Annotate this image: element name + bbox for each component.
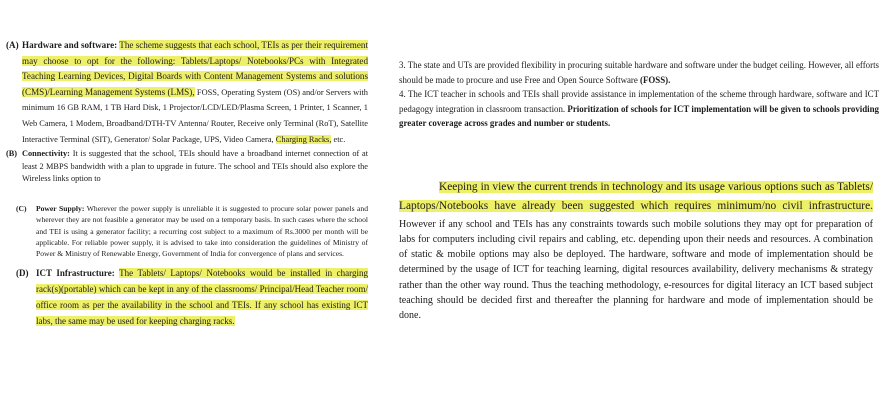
point-3	[399, 58, 879, 87]
section-tag: (D)	[16, 268, 29, 279]
section-heading: Hardware and software:	[22, 40, 118, 50]
section-tag: (A)	[6, 40, 19, 50]
section-heading: Connectivity:	[22, 149, 70, 159]
point-4	[399, 87, 879, 131]
section-heading: ICT Infrastructure:	[36, 268, 115, 279]
section-ict-infrastructure	[6, 266, 368, 329]
body-text: FOSS, Operating System (OS) and/or Servers with minimum 16 GB RAM, 1 TB Hard Disk, 1 Projector/LCD/LED/Plasma Screen, 1 Printer, 1 Scanner, 1 Web Camera, 1 Modem, Broadband/DTH-TV Antenna/ Router, Receive only Terminal (RoT), Satellite Interactive Terminal (SIT), Generator/ Solar Package, UPS, Video Camera,	[22, 87, 368, 144]
section-hardware-software	[6, 38, 368, 147]
body-text: However if any school and TEIs has any constraints towards such mobile solutions they may opt for preparation of labs for computers including civil repairs and cabling, etc. depending upon their needs and resources. A combination of static & mobile options may also be deployed. The hardware, software and mode of implementation should be determined by the usage of ICT for teaching learning, digital resources availability, delivery mechanisms & strategy rather than the other way round. Thus the teaching methodology, e-resources for digital literacy an ICT based subject teaching should be decided first and thereafter the planning for hardware and mode of implementation should be done.	[399, 218, 873, 322]
section-tag: (C)	[16, 203, 27, 213]
body-text: etc.	[333, 134, 346, 144]
body-text: It is suggested that the school, TEIs should have a broadband internet connection of at least 2 MBPS bandwidth with a plan to upgrade in future. The school and TEIs should also explore the Wireless links option to	[22, 149, 368, 184]
highlighted-text: Charging Racks,	[275, 134, 332, 144]
section-tag: (B)	[6, 149, 18, 159]
right-column-points	[399, 58, 879, 131]
section-connectivity	[6, 148, 368, 186]
section-power-supply	[6, 203, 368, 259]
highlighted-text: The Tablets/ Laptops/ Notebooks would be installed in charging rack(s)(portable) which can be kept in any of the classrooms/ Principal/Head Teacher room/ office room as per the availability in the school and TEIs. If any school has existing ICT labs, the same may be used for keeping charging racks.	[36, 268, 368, 326]
highlighted-text: Keeping in view the current trends in technology and its usage various options such as Tablets/ Laptops/Notebooks have already been suggested which requires minimum/no civil infrastructure.	[399, 181, 873, 213]
left-column	[6, 38, 368, 329]
highlighted-text: The scheme suggests that each school, TEIs as per their requirement may choose to opt for the following: Tablets/Laptops/ Notebooks/PCs with Integrated Teaching Learning Devices, Digital Boards with Content Management Systems and solutions (CMS)/Learning Management Systems (LMS),	[22, 40, 368, 97]
right-column-main-paragraph	[399, 178, 873, 323]
body-text: 4. The ICT teacher in schools and TEIs shall provide assistance in implementation of the scheme through hardware, software and ICT pedagogy integration in classroom transaction.	[399, 89, 879, 114]
body-text: Wherever the power supply is unreliable it is suggested to procure solar power panels and wherever they are not feasible a generator may be used on a temporary basis. In such cases where the school and TEI is using a generator facility; a recurring cost subject to a maximum of Rs.3000 per month will be applicable. For reliable power supply, it is advised to take into consideration the guidelines of Ministry of Power & Ministry of Renewable Energy, Government of India for convergence of plans and services.	[36, 203, 368, 259]
bold-text: (FOSS).	[640, 74, 671, 85]
section-heading: Power Supply:	[36, 203, 85, 213]
body-text: 3. The state and UTs are provided flexibility in procuring suitable hardware and software under the budget ceiling. However, all efforts should be made to procure and use Free and Open Source Software	[399, 60, 879, 85]
bold-text: Prioritization of schools for ICT implementation will be given to schools providing greater coverage across grades and number or students.	[399, 103, 879, 129]
